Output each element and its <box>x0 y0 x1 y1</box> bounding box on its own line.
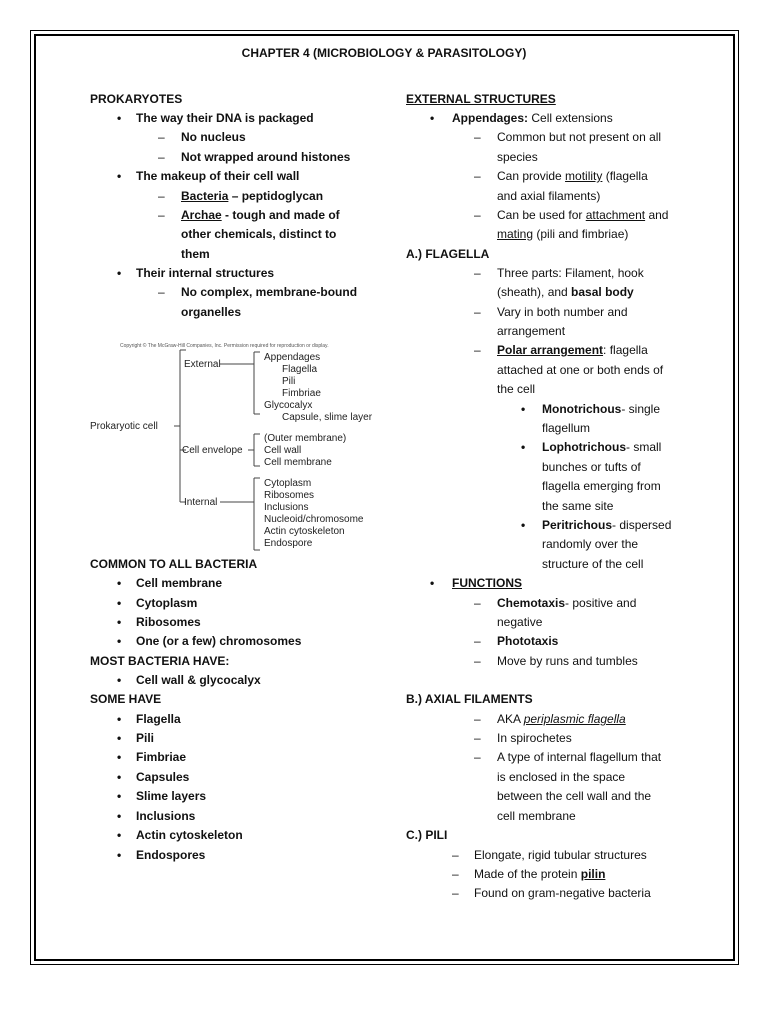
diagram-envelope: Cell envelope <box>182 445 243 456</box>
bullet-icon: • <box>117 828 122 842</box>
dash-icon: – <box>452 867 459 881</box>
bullet-icon: • <box>117 596 122 610</box>
dash-icon: – <box>474 266 481 280</box>
dash-icon: – <box>158 130 165 144</box>
mono-rest: - single <box>621 402 661 416</box>
list-item-cont: the same site <box>542 499 614 513</box>
list-item: Move by runs and tumbles <box>497 654 638 668</box>
list-item-cont: arrangement <box>497 324 566 338</box>
list-item: Phototaxis <box>497 634 559 648</box>
bullet-icon: • <box>117 634 122 648</box>
list-item <box>452 111 613 125</box>
list-item <box>497 169 648 183</box>
three-2a: (sheath), and <box>497 285 572 299</box>
dash-icon: – <box>452 886 459 900</box>
bullet-icon: • <box>117 266 122 280</box>
aka-term: periplasmic flagella <box>523 712 626 726</box>
most-heading: MOST BACTERIA HAVE: <box>90 654 230 668</box>
list-item: A type of internal flagellum that <box>497 750 662 764</box>
list-item-cont: them <box>181 247 210 261</box>
lopho-rest: - small <box>626 440 662 454</box>
polar-rest: : flagella <box>603 343 648 357</box>
diagram-env-item: Cell wall <box>264 445 302 456</box>
list-item: Common but not present on all <box>497 130 662 144</box>
list-item: No nucleus <box>181 130 246 144</box>
list-item-cont: is enclosed in the space <box>497 770 626 784</box>
list-item: Flagella <box>136 712 181 726</box>
bullet-icon: • <box>521 402 526 416</box>
dash-icon: – <box>474 343 481 357</box>
list-item: Capsules <box>136 770 190 784</box>
dash-icon: – <box>474 634 481 648</box>
bacteria-term: Bacteria <box>181 189 229 203</box>
diagram-external: External <box>184 359 221 370</box>
bullet-icon: • <box>117 750 122 764</box>
diagram-int-item: Cytoplasm <box>264 478 312 489</box>
bullet-icon: • <box>117 673 122 687</box>
bullet-icon: • <box>117 169 122 183</box>
list-item: Ribosomes <box>136 615 201 629</box>
list-item-cont: negative <box>497 615 543 629</box>
list-item-cont <box>497 227 628 241</box>
dash-icon: – <box>452 848 459 862</box>
peri-rest: - dispersed <box>612 518 672 532</box>
diagram-env-item: (Outer membrane) <box>264 433 347 444</box>
list-item: The makeup of their cell wall <box>136 169 300 183</box>
dash-icon: – <box>474 169 481 183</box>
made-term: pilin <box>580 867 606 881</box>
diagram-ext-item: Capsule, slime layer <box>282 412 373 423</box>
pili-heading: C.) PILI <box>406 828 448 842</box>
list-item: Three parts: Filament, hook <box>497 266 644 280</box>
list-item: Slime layers <box>136 789 207 803</box>
list-item-cont: and axial filaments) <box>497 189 601 203</box>
axial-heading: B.) AXIAL FILAMENTS <box>406 692 533 706</box>
list-item <box>497 712 626 726</box>
page-title: CHAPTER 4 (MICROBIOLOGY & PARASITOLOGY) <box>241 46 527 60</box>
list-item <box>497 208 668 222</box>
list-item: Cytoplasm <box>136 596 198 610</box>
bullet-icon: • <box>117 712 122 726</box>
lopho-term: Lophotrichous <box>542 440 626 454</box>
diagram-env-item: Cell membrane <box>264 457 332 468</box>
bullet-icon: • <box>117 809 122 823</box>
dash-icon: – <box>474 208 481 222</box>
diagram-copyright: Copyright © The McGraw-Hill Companies, Inc. Permission required for reproduction or display. <box>120 343 329 349</box>
dash-icon: – <box>158 285 165 299</box>
bullet-icon: • <box>430 576 435 590</box>
list-item <box>497 596 636 610</box>
attach-post: and <box>645 208 669 222</box>
list-item <box>542 440 661 454</box>
chemo-rest: - positive and <box>565 596 637 610</box>
polar-term: Polar arrangement <box>497 343 604 357</box>
bullet-icon: • <box>117 848 122 862</box>
motility-term: motility <box>565 169 603 183</box>
attach-pre: Can be used for <box>497 208 586 222</box>
bullet-icon: • <box>430 111 435 125</box>
diagram-ext-item: Glycocalyx <box>264 400 313 411</box>
diagram-ext-item: Appendages <box>264 352 321 363</box>
diagram-ext-item: Pili <box>282 376 296 387</box>
functions-label: FUNCTIONS <box>452 576 522 590</box>
list-item-cont: attached at one or both ends of <box>497 363 664 377</box>
prokaryotes-heading: PROKARYOTES <box>90 92 183 106</box>
list-item-cont: structure of the cell <box>542 557 644 571</box>
diagram-root: Prokaryotic cell <box>90 421 158 432</box>
dash-icon: – <box>474 596 481 610</box>
list-item: Elongate, rigid tubular structures <box>474 848 647 862</box>
dash-icon: – <box>474 130 481 144</box>
made-pre: Made of the protein <box>474 867 581 881</box>
list-item: The way their DNA is packaged <box>136 111 314 125</box>
dash-icon: – <box>158 189 165 203</box>
bullet-icon: • <box>117 731 122 745</box>
dash-icon: – <box>474 712 481 726</box>
list-item: Inclusions <box>136 809 196 823</box>
diagram-int-item: Nucleoid/chromosome <box>264 514 364 525</box>
bullet-icon: • <box>521 440 526 454</box>
three-2b: basal body <box>571 285 634 299</box>
list-item: In spirochetes <box>497 731 572 745</box>
list-item <box>474 867 605 881</box>
list-item: Pili <box>136 731 155 745</box>
prokaryotic-cell-diagram <box>88 338 378 556</box>
dash-icon: – <box>474 731 481 745</box>
appendages-rest: Cell extensions <box>528 111 613 125</box>
list-item-cont: other chemicals, distinct to <box>181 227 337 241</box>
list-item: Not wrapped around histones <box>181 150 351 164</box>
dash-icon: – <box>474 654 481 668</box>
list-item <box>542 518 671 532</box>
common-heading: COMMON TO ALL BACTERIA <box>90 557 258 571</box>
bullet-icon: • <box>117 576 122 590</box>
list-item-cont: randomly over the <box>542 537 639 551</box>
diagram-int-item: Endospore <box>264 538 313 549</box>
external-structures-heading: EXTERNAL STRUCTURES <box>406 92 556 106</box>
motility-pre: Can provide <box>497 169 566 183</box>
diagram-internal: Internal <box>184 497 218 508</box>
peri-term: Peritrichous <box>542 518 613 532</box>
bullet-icon: • <box>117 789 122 803</box>
mating-post: (pili and fimbriae) <box>533 227 629 241</box>
diagram-int-item: Ribosomes <box>264 490 315 501</box>
list-item-cont: flagellum <box>542 421 591 435</box>
flagella-heading: A.) FLAGELLA <box>406 247 490 261</box>
list-item: Cell membrane <box>136 576 223 590</box>
list-item <box>181 208 340 222</box>
mating-term: mating <box>497 227 534 241</box>
diagram-int-item: Inclusions <box>264 502 309 513</box>
list-item <box>542 402 660 416</box>
diagram-ext-item: Flagella <box>282 364 318 375</box>
list-item-cont: cell membrane <box>497 809 576 823</box>
diagram-ext-item: Fimbriae <box>282 388 321 399</box>
list-item: Cell wall & glycocalyx <box>136 673 261 687</box>
list-item-cont: flagella emerging from <box>542 479 661 493</box>
dash-icon: – <box>158 150 165 164</box>
list-item <box>497 343 648 357</box>
diagram-int-item: Actin cytoskeleton <box>264 526 345 537</box>
mono-term: Monotrichous <box>542 402 622 416</box>
list-item: No complex, membrane-bound <box>181 285 358 299</box>
list-item-cont: the cell <box>497 382 536 396</box>
motility-post: (flagella <box>602 169 648 183</box>
archae-term: Archae <box>181 208 222 222</box>
list-item-cont: bunches or tufts of <box>542 460 641 474</box>
list-item-cont: organelles <box>181 305 242 319</box>
appendages-label: Appendages: <box>452 111 529 125</box>
list-item-cont: between the cell wall and the <box>497 789 652 803</box>
list-item <box>181 189 323 203</box>
list-item: Their internal structures <box>136 266 275 280</box>
list-item-cont <box>497 285 634 299</box>
attach-term: attachment <box>585 208 646 222</box>
archae-rest: - tough and made of <box>221 208 340 222</box>
list-item: Vary in both number and <box>497 305 628 319</box>
bullet-icon: • <box>117 770 122 784</box>
list-item: Actin cytoskeleton <box>136 828 243 842</box>
dash-icon: – <box>474 305 481 319</box>
bacteria-rest: – peptidoglycan <box>228 189 324 203</box>
dash-icon: – <box>158 208 165 222</box>
list-item: Fimbriae <box>136 750 187 764</box>
some-heading: SOME HAVE <box>90 692 162 706</box>
list-item: Found on gram-negative bacteria <box>474 886 651 900</box>
bullet-icon: • <box>521 518 526 532</box>
aka-pre: AKA <box>497 712 524 726</box>
list-item: One (or a few) chromosomes <box>136 634 302 648</box>
dash-icon: – <box>474 750 481 764</box>
list-item-cont: species <box>497 150 538 164</box>
list-item: Endospores <box>136 848 206 862</box>
bullet-icon: • <box>117 111 122 125</box>
bullet-icon: • <box>117 615 122 629</box>
chemo-term: Chemotaxis <box>497 596 566 610</box>
